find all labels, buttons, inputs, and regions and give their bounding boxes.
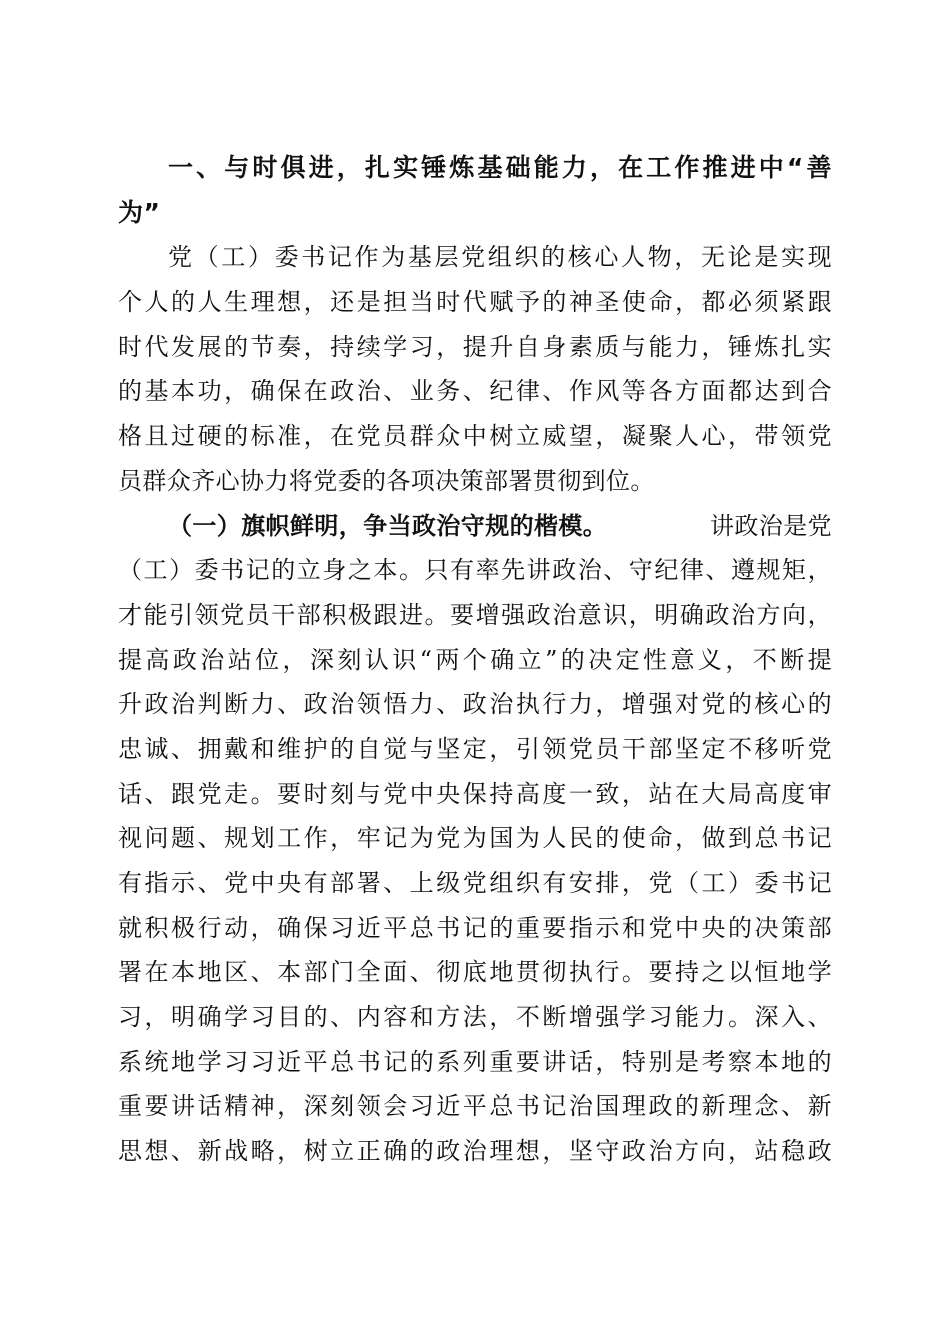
paragraph-line: 个人的人生理想，还是担当时代赋予的神圣使命，都必须紧跟 (118, 288, 832, 317)
paragraph-first-line-text: 讲政治是党 (710, 511, 832, 540)
paragraph-line: 格且过硬的标准，在党员群众中树立威望，凝聚人心，带领党 (118, 422, 832, 451)
paragraph-line: 的基本功，确保在政治、业务、纪律、作风等各方面都达到合 (118, 377, 832, 406)
paragraph-line: 提高政治站位，深刻认识“两个确立”的决定性意义，不断提 (118, 645, 832, 674)
paragraph-line: 忠诚、拥戴和维护的自觉与坚定，引领党员干部坚定不移听党 (118, 734, 832, 763)
paragraph-line: （工）委书记的立身之本。只有率先讲政治、守纪律、遵规矩， (118, 556, 832, 585)
paragraph-line: 升政治判断力、政治领悟力、政治执行力，增强对党的核心的 (118, 690, 832, 719)
subsection-heading: （一）旗帜鲜明，争当政治守规的楷模。 (168, 510, 608, 540)
section-heading-line-1: 一、与时俱进，扎实锤炼基础能力，在工作推进中“善 (168, 153, 832, 182)
paragraph-line: 有指示、党中央有部署、上级党组织有安排，党（工）委书记 (118, 869, 832, 897)
paragraph-2 (118, 504, 832, 1174)
paragraph-line: 时代发展的节奏，持续学习，提升自身素质与能力，锤炼扎实 (118, 332, 832, 361)
paragraph-line: 话、跟党走。要时刻与党中央保持高度一致，站在大局高度审 (118, 779, 832, 808)
paragraph-line: 就积极行动，确保习近平总书记的重要指示和党中央的决策部 (118, 913, 832, 942)
paragraph-first-line (118, 504, 832, 549)
section-heading-line-2: 为” (118, 197, 161, 227)
paragraph-line: 员群众齐心协力将党委的各项决策部署贯彻到位。 (118, 466, 655, 495)
paragraph-line: 党（工）委书记作为基层党组织的核心人物，无论是实现 (168, 243, 832, 272)
paragraph-line: 才能引领党员干部积极跟进。要增强政治意识，明确政治方向， (118, 600, 832, 629)
paragraph-line: 系统地学习习近平总书记的系列重要讲话，特别是考察本地的 (118, 1047, 832, 1076)
paragraph-line: 思想、新战略，树立正确的政治理想，坚守政治方向，站稳政 (118, 1137, 832, 1166)
paragraph-line: 重要讲话精神，深刻领会习近平总书记治国理政的新理念、新 (118, 1092, 832, 1121)
paragraph-line: 视问题、规划工作，牢记为党为国为人民的使命，做到总书记 (118, 824, 832, 853)
document-body (118, 146, 832, 1174)
paragraph-line: 署在本地区、本部门全面、彻底地贯彻执行。要持之以恒地学 (118, 958, 832, 987)
paragraph-1 (118, 235, 832, 503)
paragraph-line: 习，明确学习目的、内容和方法，不断增强学习能力。深入、 (118, 1003, 832, 1032)
